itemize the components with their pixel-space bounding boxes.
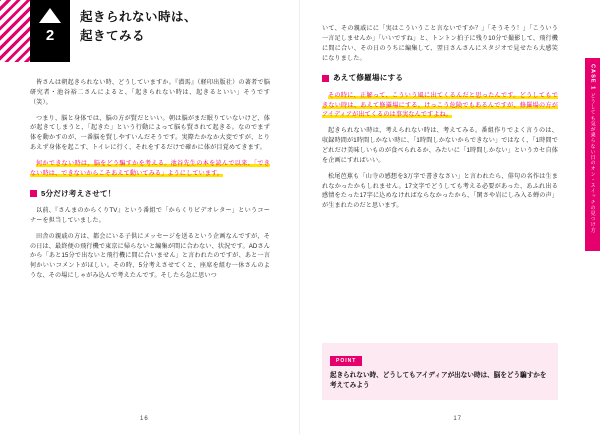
point-tag-label: POINT <box>330 356 362 366</box>
up-arrow-icon <box>39 8 61 23</box>
square-bullet-icon <box>322 75 329 82</box>
paragraph-text: 起きられない時は、考えられない時は、考えてみる。番組作りでよく言うのは、収録時間が1時間しかない時に、「1時間しかないからできない」ではなく、「1時間でどれだけ美味しいものが食べられるか、みたいに「1時間しかない」というカセ自体を企画にすればいい。 <box>322 127 558 164</box>
point-text: 起きられない時、どうしてもアイディアが出ない時は、脳をどう騙すかを考えてみよう <box>330 371 547 390</box>
square-bullet-icon <box>30 190 37 197</box>
paragraph <box>322 126 558 165</box>
paragraph-text: その時に、正解って、こういう風に出てくるんだと思ったんです。どうしてもできない時は、あえて修羅場にする。けっこう危険でもあるんですが、修羅場の方がアイディアが出てくるのは事実なんですよね。 <box>322 91 558 119</box>
paragraph <box>30 78 270 108</box>
paragraph <box>30 232 270 281</box>
paragraph-text: 何かできない時は、脳をどう騙すかを考える。池谷先生の本を読んで以来、「できない時は、できないからこそあえて動いてみる」ようにしています。 <box>30 160 270 177</box>
chapter-side-tab <box>585 58 600 251</box>
page-number-right: 17 <box>453 416 462 422</box>
paragraph <box>322 172 558 211</box>
side-tab-label: どうしても気が乗らない日のオン・スイッチの見つけ方 <box>589 93 596 234</box>
paragraph-text: 田舎の親戚の方は、都会にいる子供にメッセージを送るという企画なんですが、その日は、最終便の飛行機で東京に帰らないと編集が間に合わない、状況です。ADさんから「あと15分で出ないと飛行機に間に合いません」と言われたのですが、あと一言何かいいコメントがほしい。その時、5分考えさせてくと、座席を組む一休さんのような、その場にしゃがみ込んで考えたんです。そしたら急に思いつ <box>30 232 270 280</box>
right-page <box>300 0 600 434</box>
paragraph-text: つまり、脳と身体では、脳の方が賢だといい。朝は脳がまだ眠りていないけど、体が起きてしまうと、「起きた」という行動によって脳も賢されて起きる。なのでまず体を動かすのが、一番脳を賢しやすいんだそうです。実際たかなか大変ですが、とりあえず身体を起こす、トイレに行く、それをするだけで確かに体が目覚めてきます。 <box>30 114 270 152</box>
side-tab-number: CASE 1 <box>589 64 596 91</box>
paragraph-highlighted <box>322 91 558 121</box>
chapter-title-line-1: 起きられない時は、 <box>80 10 198 24</box>
paragraph <box>30 114 270 153</box>
paragraph-text: 松尾芭蕉も「山寺の感想を3万字で書きなさい」と言われたら、俳句の名作は生まれなかったかもしれません。17文字でどうしても考える必要があった、あふれ出る感情をたった17字に込めなければならなかったから、「閑さや岩にしみ入る蝉の声」が生まれたのだと思います。 <box>322 172 558 210</box>
left-page-body <box>30 78 270 287</box>
section-heading-label: あえて修羅場にする <box>333 73 404 83</box>
point-callout <box>322 343 558 400</box>
paragraph <box>322 24 558 63</box>
right-page-body <box>322 24 558 217</box>
section-heading-label: 5分だけ考えさせて！ <box>41 188 116 198</box>
paragraph-highlighted <box>30 159 270 179</box>
chapter-number: 2 <box>45 27 55 44</box>
chapter-title-line-2: 起きてみる <box>80 29 146 44</box>
chapter-number-badge <box>30 0 70 62</box>
section-heading <box>30 188 270 200</box>
page-number-left: 16 <box>140 416 149 422</box>
paragraph-text: 以前、『さんまのからくりTV』という番組で「からくりビデオレター」というコーナーを担当していました。 <box>30 207 270 224</box>
page-title <box>80 8 280 47</box>
paragraph <box>30 206 270 226</box>
section-heading <box>322 72 558 84</box>
paragraph-text: いて、その親戚にに「実はこういうこと言ないですか？」「そうそう！」「こういう一言足しませんか」「いいですね」と、トントン拍子に残り10分で撮影して、飛行機に間に合い、その日のうちに編集して、翌日さんさんにスタジオで見せたら大感笑になりました。 <box>322 25 558 62</box>
paragraph-text: 皆さんは朝起きられない時、どうしていますか。『潜馬』（軽印出版社）の著者で脳研究者・池谷裕二さんによると、「起きられない時は、起きるといい」そうです（笑）。 <box>30 79 270 106</box>
